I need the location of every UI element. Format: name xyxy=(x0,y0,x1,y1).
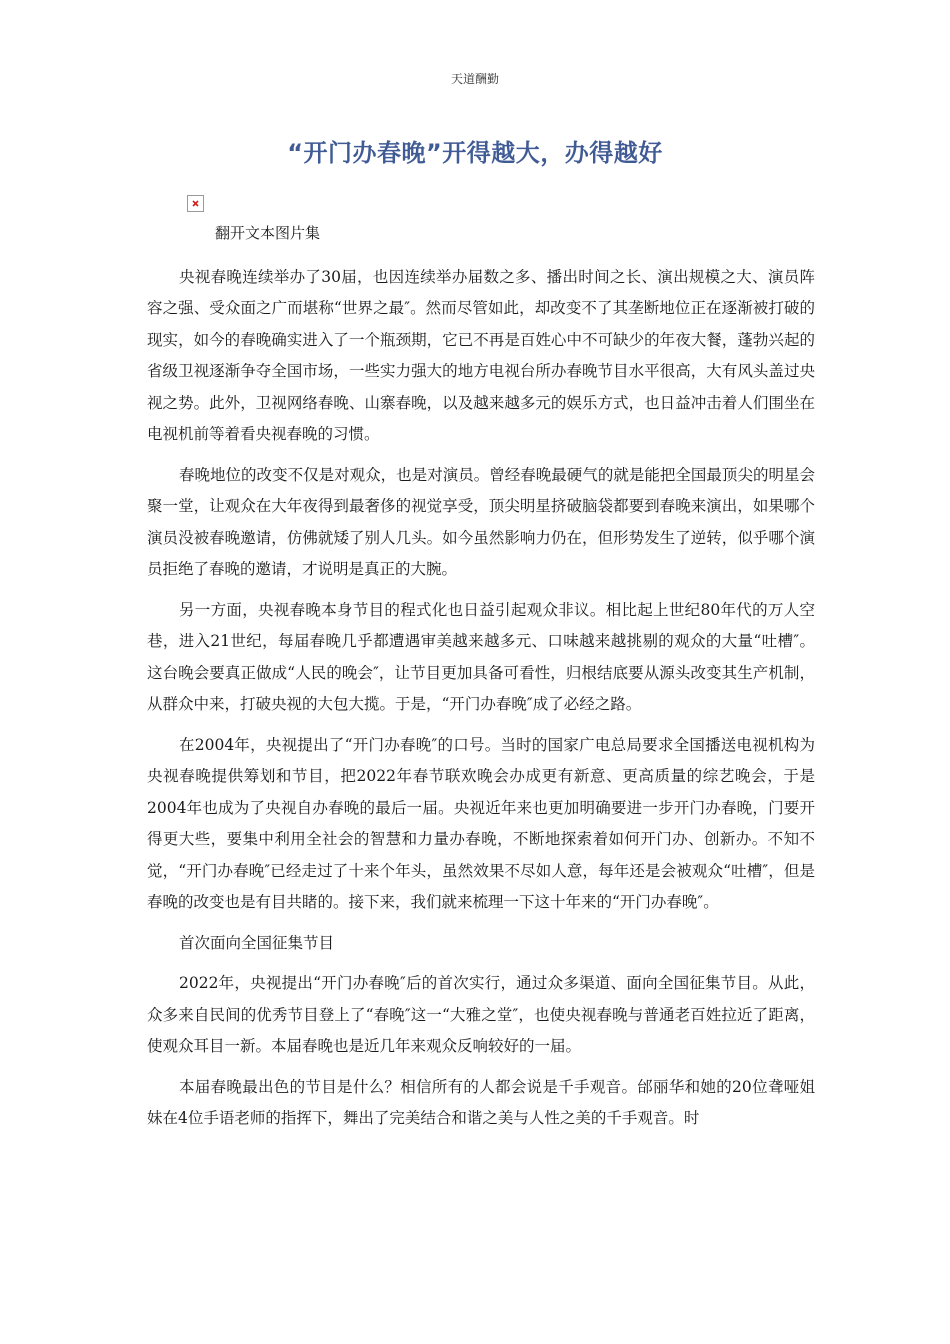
article-title: “开门办春晚”开得越大，办得越好 xyxy=(287,139,663,167)
broken-image-icon xyxy=(187,195,204,212)
page-header: 天道酬勤 xyxy=(450,72,499,86)
paragraph: 在2004年，央视提出了“开门办春晚″的口号。当时的国家广电总局要求全国播送电视机构为央视春晚提供筹划和节目，把2022年春节联欢晚会办成更有新意、更高质量的综艺晚会，于是2004年也成为了央视自办春晚的最后一届。央视近年来也更加明确要进一步开门办春晚，门要开得更大些，要集中利用全社会的智慧和力量办春晚，不断地探索着如何开门办、创新办。不知不觉，“开门办春晚″已经走过了十来个年头，虽然效果不尽如人意，每年还是会被观众“吐槽″，但是春晚的改变也是有目共睹的。接下来，我们就来梳理一下这十年来的“开门办春晚″。 xyxy=(147,735,815,911)
paragraph: 央视春晚连续举办了30届，也因连续举办届数之多、播出时间之长、演出规模之大、演员阵容之强、受众面之广而堪称“世界之最″。然而尽管如此，却改变不了其垄断地位正在逐渐被打破的现实，如今的春晚确实进入了一个瓶颈期，它已不再是百姓心中不可缺少的年夜大餐，蓬勃兴起的省级卫视逐渐争夺全国市场，一些实力强大的地方电视台所办春晚节目水平很高，大有风头盖过央视之势。此外，卫视网络春晚、山寨春晚，以及越来越多元的娱乐方式，也日益冲击着人们围坐在电视机前等着看央视春晚的习惯。 xyxy=(147,267,815,443)
paragraph: 本届春晚最出色的节目是什么？相信所有的人都会说是千手观音。邰丽华和她的20位聋哑姐妹在4位手语老师的指挥下，舞出了完美结合和谐之美与人性之美的千手观音。时 xyxy=(147,1077,815,1127)
article-body xyxy=(147,218,815,1144)
image-caption: 翻开文本图片集 xyxy=(215,224,321,242)
paragraph: 2022年，央视提出“开门办春晚″后的首次实行，通过众多渠道、面向全国征集节目。从此，众多来自民间的优秀节目登上了“春晚″这一“大雅之堂″，也使央视春晚与普通老百姓拉近了距离，使观众耳目一新。本届春晚也是近几年来观众反响较好的一届。 xyxy=(147,974,815,1055)
paragraph: 春晚地位的改变不仅是对观众，也是对演员。曾经春晚最硬气的就是能把全国最顶尖的明星会聚一堂，让观众在大年夜得到最奢侈的视觉享受，顶尖明星挤破脑袋都要到春晚来演出，如果哪个演员没被春晚邀请，仿佛就矮了别人几头。如今虽然影响力仍在，但形势发生了逆转，似乎哪个演员拒绝了春晚的邀请，才说明是真正的大腕。 xyxy=(147,465,815,578)
paragraph: 另一方面，央视春晚本身节目的程式化也日益引起观众非议。相比起上世纪80年代的万人空巷，进入21世纪，每届春晚几乎都遭遇审美越来越多元、口味越来越挑剔的观众的大量“吐槽″。这台晚会要真正做成“人民的晚会″，让节目更加具备可看性，归根结底要从源头改变其生产机制，从群众中来，打破央视的大包大揽。于是，“开门办春晚″成了必经之路。 xyxy=(147,600,815,713)
section-subheading: 首次面向全国征集节目 xyxy=(179,933,335,952)
